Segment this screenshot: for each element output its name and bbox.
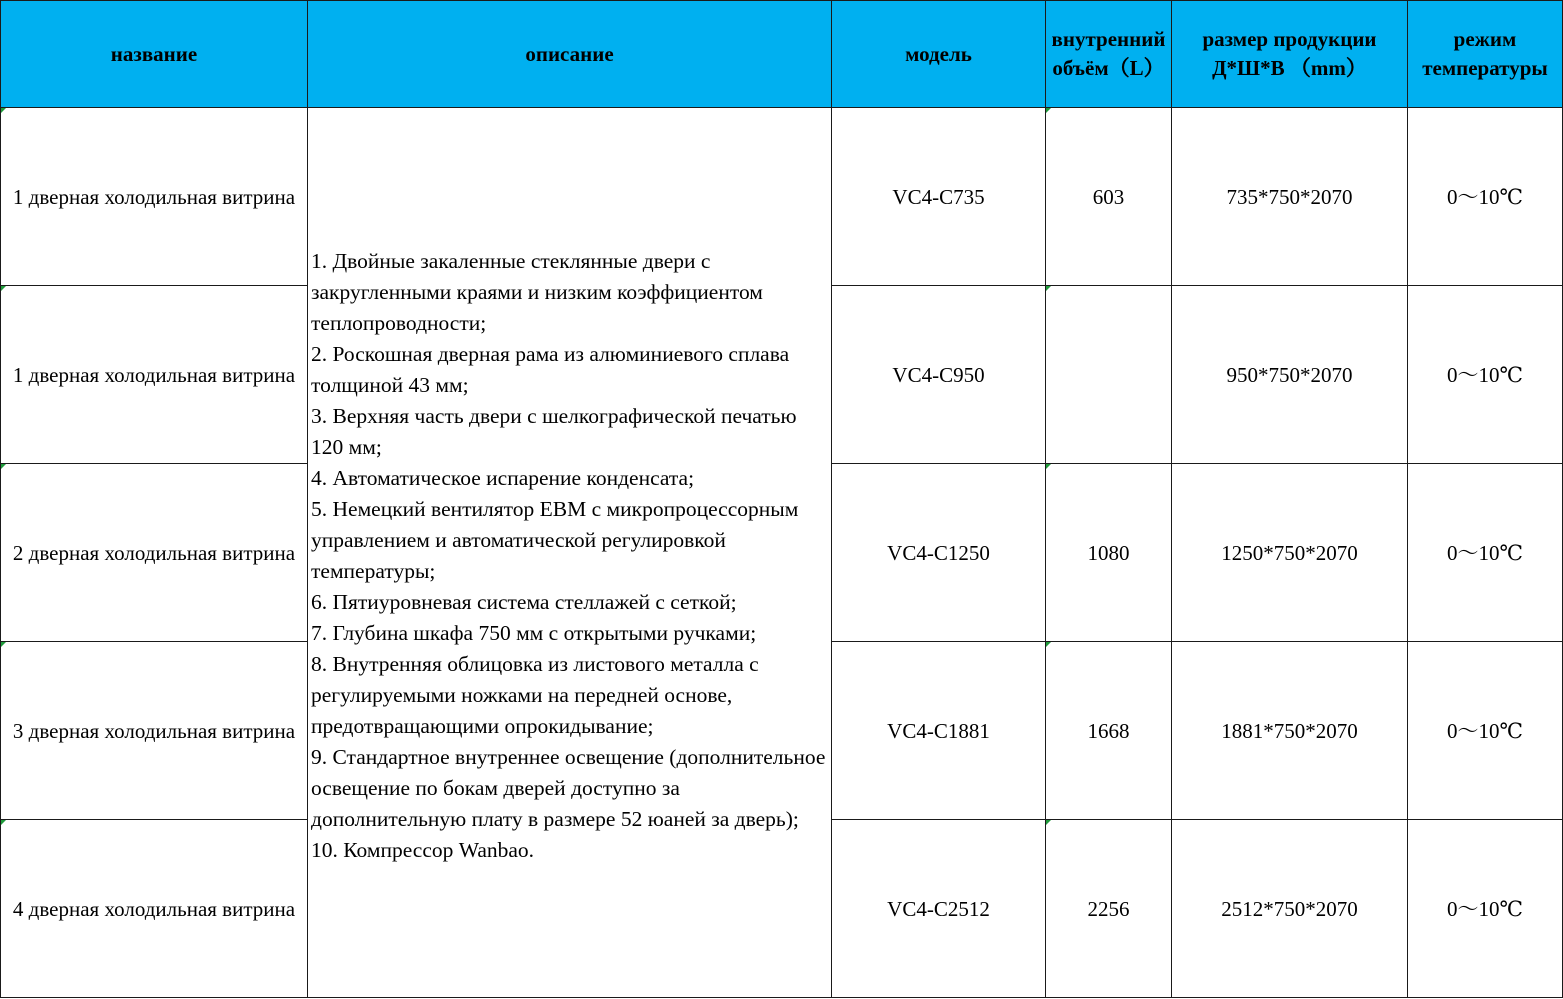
header-temperature: режим температуры	[1408, 1, 1563, 108]
cell-description	[308, 108, 832, 998]
cell-name	[1, 108, 308, 286]
cell-name	[1, 464, 308, 642]
description-line: 6. Пятиуровневая система стеллажей с сеткой;	[311, 589, 737, 614]
header-model: модель	[832, 1, 1046, 108]
cell-model: VC4-C1881	[832, 642, 1046, 820]
description-line: 9. Стандартное внутреннее освещение (дополнительное освещение по бокам дверей доступно за дополнительную плату в размере 52 юаней за дверь);	[311, 744, 826, 831]
cell-model: VC4-C1250	[832, 464, 1046, 642]
cell-volume-text: 1668	[1087, 718, 1130, 743]
description-line: 5. Немецкий вентилятор EBM с микропроцессорным управлением и автоматической регулировкой температуры;	[311, 496, 799, 583]
cell-volume-text: 2256	[1087, 896, 1130, 921]
cell-name-text: 4 дверная холодильная витрина	[12, 896, 296, 921]
cell-volume	[1046, 642, 1172, 820]
cell-model: VC4-C2512	[832, 820, 1046, 998]
header-description: описание	[308, 1, 832, 108]
cell-marker-icon	[1, 286, 6, 291]
cell-temperature: 0～10℃	[1408, 108, 1563, 286]
cell-name-text: 1 дверная холодильная витрина	[12, 184, 296, 209]
cell-volume	[1046, 108, 1172, 286]
cell-volume-text: 1080	[1087, 540, 1130, 565]
cell-volume	[1046, 820, 1172, 998]
cell-name	[1, 820, 308, 998]
cell-temperature: 0～10℃	[1408, 820, 1563, 998]
description-line: 8. Внутренняя облицовка из листового металла с регулируемыми ножками на передней основе, предотвращающими опрокидывание;	[311, 651, 759, 738]
cell-marker-icon	[1046, 464, 1051, 469]
table-row	[1, 108, 1563, 286]
cell-model: VC4-C735	[832, 108, 1046, 286]
cell-volume-text: 603	[1092, 184, 1125, 209]
cell-size: 950*750*2070	[1172, 286, 1408, 464]
cell-marker-icon	[1046, 108, 1051, 113]
cell-name	[1, 642, 308, 820]
cell-name	[1, 286, 308, 464]
cell-volume	[1046, 286, 1172, 464]
header-volume: внутренний объём（L）	[1046, 1, 1172, 108]
description-line: 2. Роскошная дверная рама из алюминиевого сплава толщиной 43 мм;	[311, 341, 790, 397]
cell-size: 2512*750*2070	[1172, 820, 1408, 998]
cell-temperature: 0～10℃	[1408, 464, 1563, 642]
cell-temperature: 0～10℃	[1408, 642, 1563, 820]
header-row	[1, 1, 1563, 108]
cell-marker-icon	[1046, 286, 1051, 291]
cell-size: 735*750*2070	[1172, 108, 1408, 286]
cell-size: 1881*750*2070	[1172, 642, 1408, 820]
cell-name-text: 3 дверная холодильная витрина	[12, 718, 296, 743]
cell-marker-icon	[1046, 642, 1051, 647]
header-size: размер продукции Д*Ш*В （mm）	[1172, 1, 1408, 108]
cell-marker-icon	[1, 820, 6, 825]
cell-model: VC4-C950	[832, 286, 1046, 464]
cell-size: 1250*750*2070	[1172, 464, 1408, 642]
cell-marker-icon	[1046, 820, 1051, 825]
cell-marker-icon	[1, 464, 6, 469]
description-line: 4. Автоматическое испарение конденсата;	[311, 465, 695, 490]
description-line: 10. Компрессор Wanbao.	[311, 837, 535, 862]
description-line: 7. Глубина шкафа 750 мм с открытыми ручками;	[311, 620, 757, 645]
cell-marker-icon	[1, 642, 6, 647]
description-line: 1. Двойные закаленные стеклянные двери с закругленными краями и низким коэффициентом теплопроводности;	[311, 248, 763, 335]
cell-name-text: 1 дверная холодильная витрина	[12, 362, 296, 387]
description-line: 3. Верхняя часть двери с шелкографической печатью 120 мм;	[311, 403, 797, 459]
cell-temperature: 0～10℃	[1408, 286, 1563, 464]
cell-marker-icon	[1, 108, 6, 113]
cell-volume	[1046, 464, 1172, 642]
header-name: название	[1, 1, 308, 108]
cell-name-text: 2 дверная холодильная витрина	[12, 540, 296, 565]
